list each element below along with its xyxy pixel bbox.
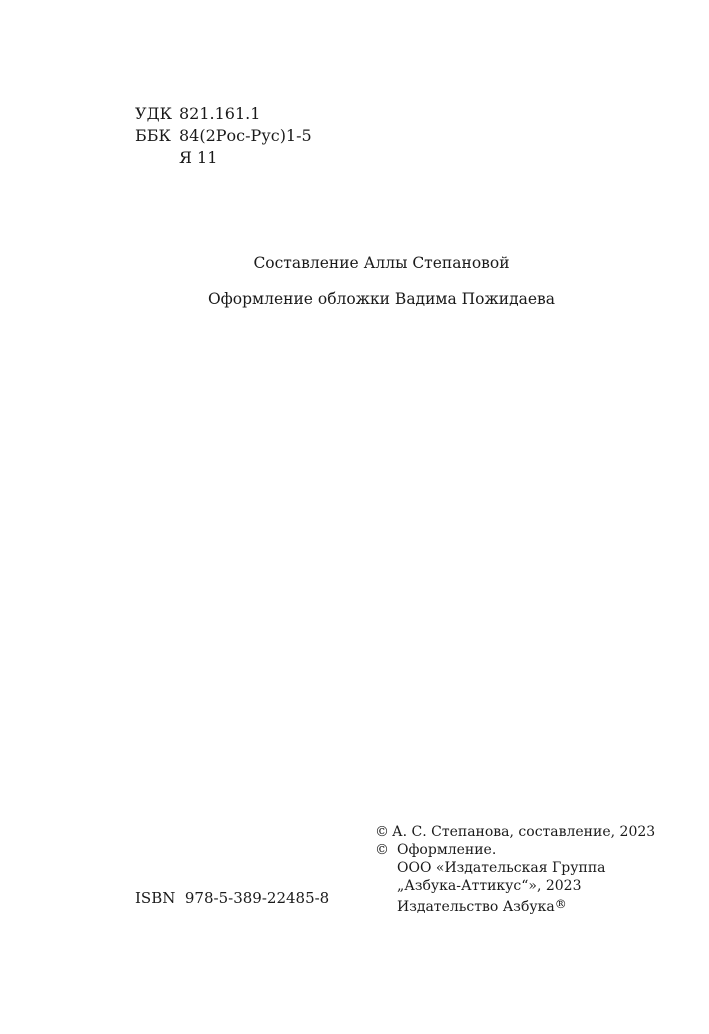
copyright-line-design: © Оформление. [375,842,497,858]
copyright-block [375,823,655,916]
bbk-label: ББК [135,126,171,145]
registered-mark: ® [554,897,567,911]
compiler-credit: Составление Аллы Степановой [253,254,510,272]
classification-block [135,103,312,169]
bbk-value: 84(2Рос-Рус)1-5 [179,126,312,145]
copyright-line-publisher-2: „Азбука-Аттикус“», 2023 [397,878,582,894]
udk-row [135,103,312,125]
udk-label: УДК [135,104,172,123]
copyright-line-imprint: Издательство Азбука® [397,897,567,915]
udk-value: 821.161.1 [179,104,261,123]
cover-design-credit: Оформление обложки Вадима Пожидаева [207,290,556,308]
copyright-symbol: © [375,842,389,858]
copyright-line-publisher-1: ООО «Издательская Группа [397,860,606,876]
copyright-symbol: © [375,824,389,840]
copyright-line-compiler: © А. С. Степанова, составление, 2023 [375,824,656,840]
author-sign-row [135,147,312,169]
author-sign: Я 11 [179,148,218,167]
bbk-row [135,125,312,147]
isbn: ISBN 978-5-389-22485-8 [135,889,330,907]
